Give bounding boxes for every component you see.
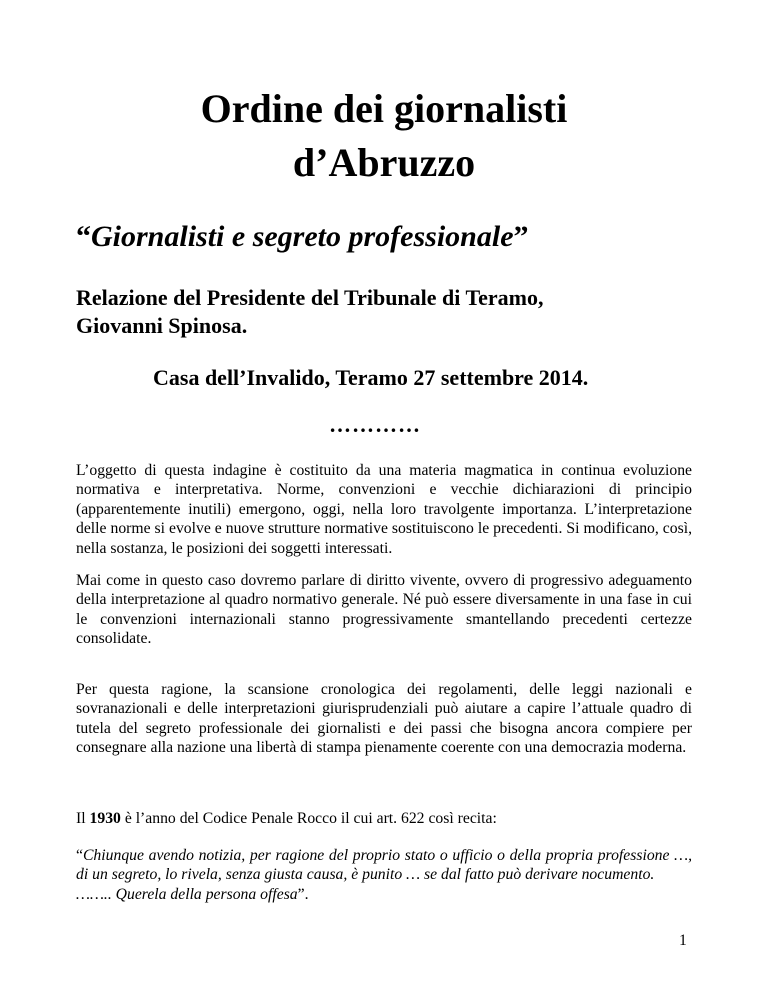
subtitle-open-quote: “: [76, 220, 91, 253]
quote-open-mark: “: [76, 847, 83, 864]
section-separator: …………: [329, 412, 421, 437]
p4-prefix: Il: [76, 810, 90, 827]
subtitle-close-quote: ”: [513, 220, 529, 253]
quote-paragraph: [76, 846, 692, 885]
quote-close-mark: ”.: [297, 886, 309, 903]
paragraph-3: Per questa ragione, la scansione cronologica dei regolamenti, delle leggi nazionali e sovranazionali e delle interpretazioni giurisprudenziali può aiutare a capire l’attuale quadro di tutela del segreto professionale dei giornalisti e dei passi che bisogna ancora compiere per consegnare alla nazione una libertà di stampa pienamente coerente con una democrazia moderna.: [76, 681, 692, 757]
relazione-heading: [76, 284, 544, 340]
quote-text: Chiunque avendo notizia, per ragione del proprio stato o ufficio o della propria professione …, di un segreto, lo rivela, senza giusta causa, è punito … se dal fatto può derivare nocumento.: [76, 847, 692, 884]
document-subtitle: [76, 220, 529, 254]
paragraph-1: L’oggetto di questa indagine è costituito da una materia magmatica in continua evoluzione normativa e interpretativa. Norme, convenzioni e vecchie dichiarazioni di principio (apparentemente inutili) emergono, oggi, nella loro travolgente importanza. L’interpretazione delle norme si evolve e nuove strutture normative sostituiscono le precedenti. Si modificano, così, nella sostanza, le posizioni dei soggetti interessati.: [76, 462, 692, 557]
quote-continuation-text: …….. Querela della persona offesa: [76, 886, 298, 903]
document-title-line-1: Ordine dei giornalisti: [200, 86, 568, 131]
p4-suffix: è l’anno del Codice Penale Rocco il cui art. 622 così recita:: [120, 810, 497, 827]
relazione-line-1: Relazione del Presidente del Tribunale di Teramo,: [76, 285, 544, 310]
paragraph-4: [76, 809, 692, 828]
document-title-line-2: d’Abruzzo: [292, 140, 476, 185]
page-number: 1: [679, 932, 687, 949]
subtitle-text: Giornalisti e segreto professionale: [91, 220, 514, 253]
quote-continuation: [76, 885, 692, 904]
place-date: Casa dell’Invalido, Teramo 27 settembre 2014.: [153, 365, 589, 390]
p4-year: 1930: [89, 810, 121, 827]
paragraph-2: Mai come in questo caso dovremo parlare di diritto vivente, ovvero di progressivo adeguamento della interpretazione al quadro normativo generale. Né può essere diversamente in una fase in cui le convenzioni internazionali stanno progressivamente smantellando precedenti certezze consolidate.: [76, 572, 692, 648]
relazione-line-2: Giovanni Spinosa.: [76, 313, 248, 338]
